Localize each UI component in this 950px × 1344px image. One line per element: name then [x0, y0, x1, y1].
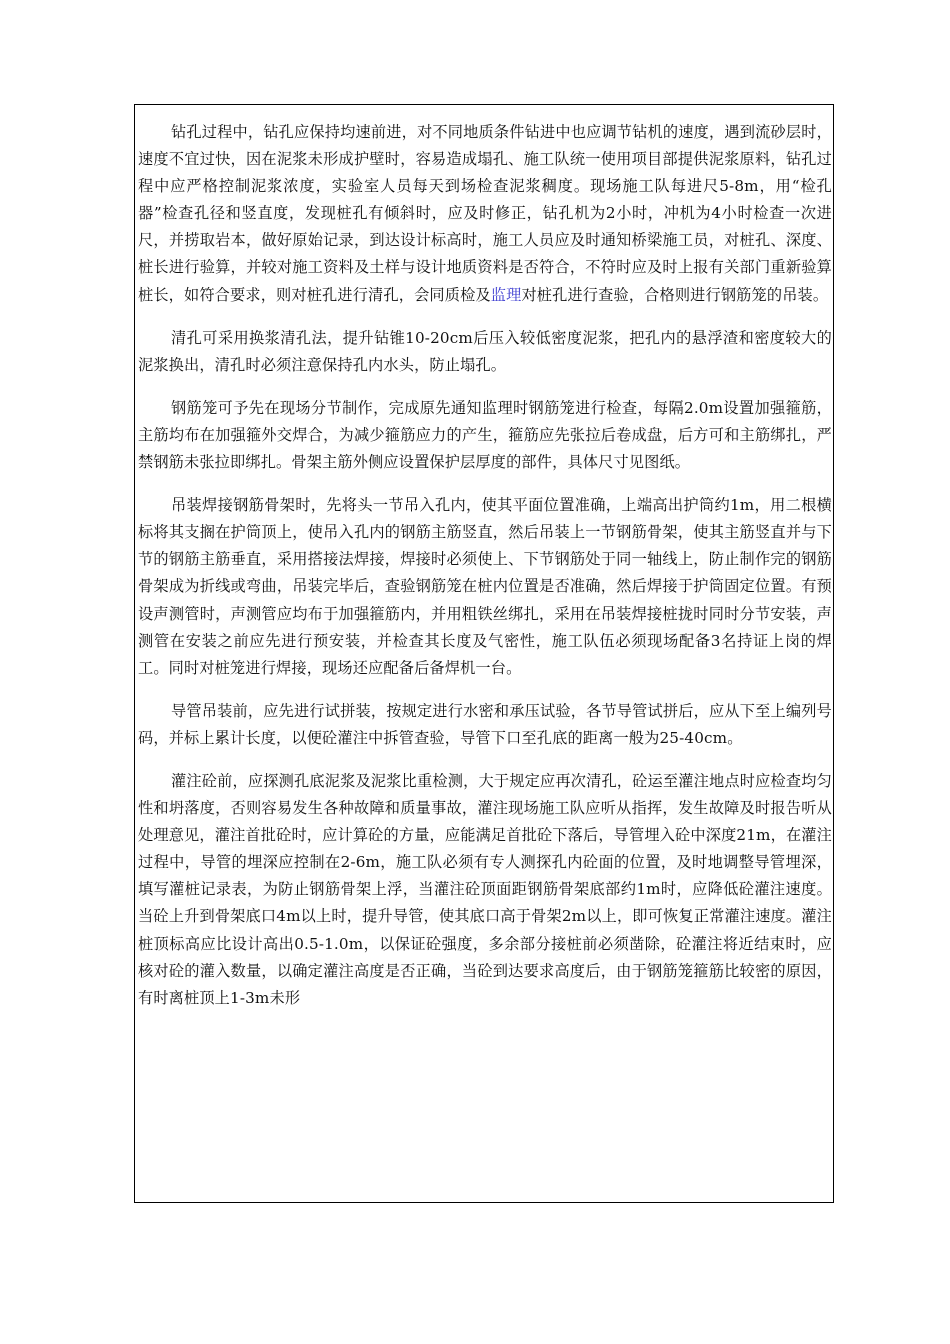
document-body: [138, 119, 832, 1028]
paragraph-conduit: 导管吊装前，应先进行试拼装，按规定进行水密和承压试验，各节导管试拼后，应从下至上编列号码，并标上累计长度，以便砼灌注中拆管查验，导管下口至孔底的距离一般为25-40cm。: [138, 701, 832, 747]
document-frame: [134, 104, 834, 1203]
paragraph-rebar-cage: 钢筋笼可予先在现场分节制作，完成原先通知监理时钢筋笼进行检查，每隔2.0m设置加强箍筋，主筋均布在加强箍外交焊合，为减少箍筋应力的产生，箍筋应先张拉后卷成盘，后方可和主筋绑扎，严禁钢筋未张拉即绑扎。骨架主筋外侧应设置保护层厚度的部件，具体尺寸见图纸。: [138, 398, 832, 472]
supervision-link[interactable]: 监理: [490, 285, 522, 304]
paragraph-concrete-pouring: 灌注砼前，应探测孔底泥浆及泥浆比重检测，大于规定应再次清孔，砼运至灌注地点时应检查均匀性和坍落度，否则容易发生各种故障和质量事故，灌注现场施工队应听从指挥，发生故障及时报告听从处理意见，灌注首批砼时，应计算砼的方量，应能满足首批砼下落后，导管埋入砼中深度21m，在灌注过程中，导管的埋深应控制在2-6m，施工队必须有专人测探孔内砼面的位置，及时地调整导管埋深，填写灌桩记录表，为防止钢筋骨架上浮，当灌注砼顶面距钢筋骨架底部约1m时，应降低砼灌注速度。当砼上升到骨架底口4m以上时，提升导管，使其底口高于骨架2m以上，即可恢复正常灌注速度。灌注桩顶标高应比设计高出0.5-1.0m，以保证砼强度，多余部分接桩前必须凿除，砼灌注将近结束时，应核对砼的灌入数量，以确定灌注高度是否正确，当砼到达要求高度后，由于钢筋笼箍筋比较密的原因，有时离桩顶上1-3m未形: [138, 771, 832, 1007]
paragraph-hole-cleaning: 清孔可采用换浆清孔法，提升钻锥10-20cm后压入较低密度泥浆，把孔内的悬浮渣和密度较大的泥浆换出，清孔时必须注意保持孔内水头，防止塌孔。: [138, 328, 832, 374]
paragraph-drilling-tail: 对桩孔进行查验，合格则进行钢筋笼的吊装。: [521, 285, 829, 304]
paragraph-drilling-text: 钻孔过程中，钻孔应保持均速前进，对不同地质条件钻进中也应调节钻机的速度，遇到流砂层时，速度不宜过快，因在泥浆未形成护壁时，容易造成塌孔、施工队统一使用项目部提供泥浆原料，钻孔过程中应严格控制泥浆浓度，实验室人员每天到场检查泥浆稠度。现场施工队每进尺5-8m，用“检孔器”检查孔径和竖直度，发现桩孔有倾斜时，应及时修正，钻孔机为2小时，冲机为4小时检查一次进尺，并捞取岩本，做好原始记录，到达设计标高时，施工人员应及时通知桥梁施工员，对桩孔、深度、桩长进行验算，并较对施工资料及土样与设计地质资料是否符合，不符时应及时上报有关部门重新验算桩长，如符合要求，则对桩孔进行清孔，会同质检及: [138, 123, 832, 304]
paragraph-drilling: [138, 119, 832, 309]
paragraph-hoisting-welding: 吊装焊接钢筋骨架时，先将头一节吊入孔内，使其平面位置准确，上端高出护筒约1m，用二根横标将其支搁在护筒顶上，使吊入孔内的钢筋主筋竖直，然后吊装上一节钢筋骨架，使其主筋竖直并与下节的钢筋主筋垂直，采用搭接法焊接，焊接时必须使上、下节钢筋处于同一轴线上，防止制作完的钢筋骨架成为折线或弯曲，吊装完毕后，查验钢筋笼在桩内位置是否准确，然后焊接于护筒固定位置。有预设声测管时，声测管应均布于加强箍筋内，并用粗铁丝绑扎，采用在吊装焊接桩拢时同时分节安装，声测管在安装之前应先进行预安装，并检查其长度及气密性，施工队伍必须现场配备3名持证上岗的焊工。同时对桩笼进行焊接，现场还应配备后备焊机一台。: [138, 496, 832, 677]
